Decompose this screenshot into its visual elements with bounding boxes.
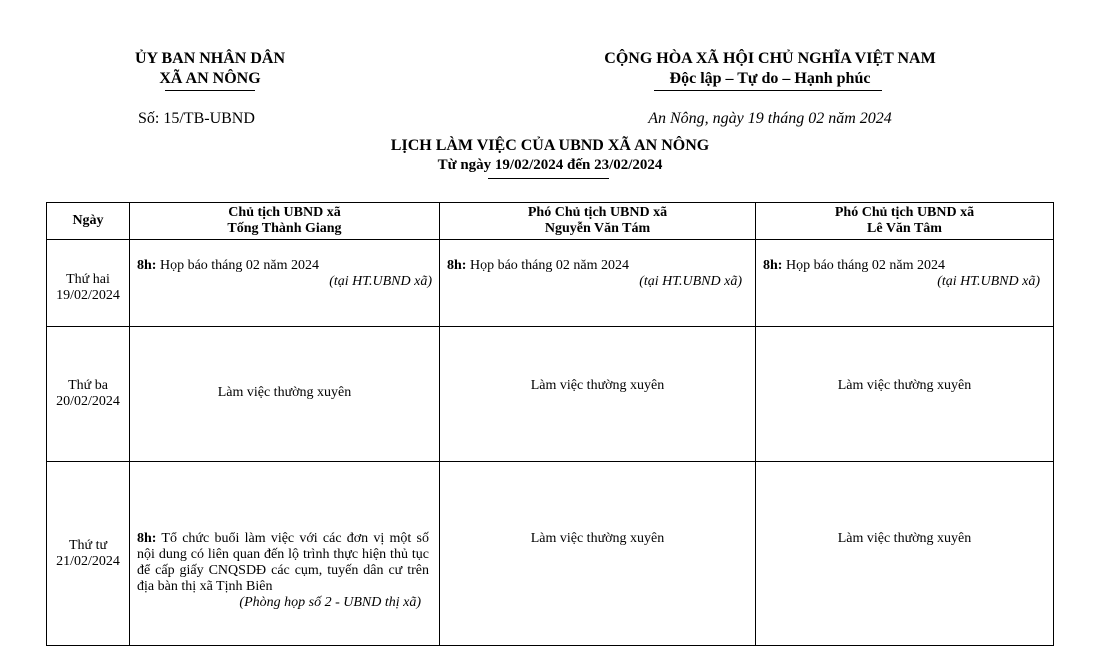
motto-underline: [654, 90, 882, 91]
event-text: Tổ chức buổi làm việc với các đơn vị một số nội dung có liên quan đến lộ trình thực hiện thủ tục để cấp giấy CNQSDĐ các cụm, tuyến dân cư trên địa bàn thị xã Tịnh Biên: [137, 531, 429, 594]
schedule-cell: [130, 240, 440, 327]
event-text: Làm việc thường xuyên: [837, 378, 972, 393]
schedule-cell: [440, 462, 756, 646]
day-date: 20/02/2024: [56, 394, 120, 409]
event-text: Làm việc thường xuyên: [530, 531, 665, 546]
event-item: [137, 258, 432, 290]
agency-name-line2: XÃ AN NÔNG: [159, 70, 261, 87]
schedule-cell: [440, 240, 756, 327]
day-date: 19/02/2024: [56, 288, 120, 303]
header-vice1-role: Phó Chủ tịch UBND xã: [527, 205, 668, 220]
event-time: 8h:: [447, 258, 467, 273]
header-chairman: [130, 203, 440, 240]
schedule-cell: [756, 240, 1054, 327]
event-text: Họp báo tháng 02 năm 2024: [466, 258, 629, 273]
event-item: [447, 258, 748, 290]
event-location: (tại HT.UBND xã): [639, 274, 742, 289]
schedule-cell: [130, 327, 440, 462]
doc-date-range: Từ ngày 19/02/2024 đến 23/02/2024: [437, 157, 663, 173]
doc-title: LỊCH LÀM VIỆC CỦA UBND XÃ AN NÔNG: [390, 137, 710, 154]
schedule-cell: [756, 462, 1054, 646]
event-location: (Phòng họp số 2 - UBND thị xã): [239, 595, 421, 610]
day-date: 21/02/2024: [56, 553, 120, 569]
header-vice2-role: Phó Chủ tịch UBND xã: [834, 205, 975, 220]
schedule-cell: [756, 327, 1054, 462]
header-vice2-name: Lê Văn Tâm: [867, 221, 942, 236]
header-vice-chairman-1: [440, 203, 756, 240]
schedule-table: [46, 202, 1054, 646]
table-row: [47, 240, 1054, 327]
header-chairman-name: Tống Thành Giang: [227, 221, 342, 236]
nation-name: CỘNG HÒA XÃ HỘI CHỦ NGHĨA VIỆT NAM: [604, 50, 936, 67]
table-row: [47, 462, 1054, 646]
event-text: Làm việc thường xuyên: [217, 385, 352, 400]
event-item: [763, 258, 1046, 290]
header-vice-chairman-2: [756, 203, 1054, 240]
schedule-cell: [440, 327, 756, 462]
national-motto: Độc lập – Tự do – Hạnh phúc: [669, 70, 871, 87]
place-date: An Nông, ngày 19 tháng 02 năm 2024: [648, 110, 892, 127]
event-text: Họp báo tháng 02 năm 2024: [156, 258, 319, 273]
event-time: 8h:: [137, 258, 157, 273]
doc-number: Số: 15/TB-UBND: [138, 110, 255, 127]
agency-underline: [165, 90, 255, 91]
event-time: 8h:: [137, 531, 157, 546]
day-cell: [47, 240, 130, 327]
event-text: Họp báo tháng 02 năm 2024: [782, 258, 945, 273]
event-text: Làm việc thường xuyên: [837, 531, 972, 546]
day-cell: [47, 327, 130, 462]
day-name: Thứ tư: [68, 537, 108, 553]
day-name: Thứ ba: [68, 378, 108, 393]
event-text: Làm việc thường xuyên: [530, 378, 665, 393]
table-row: [47, 327, 1054, 462]
day-cell: [47, 462, 130, 646]
header-day: Ngày: [47, 203, 130, 240]
schedule-cell: [130, 462, 440, 646]
header-vice1-name: Nguyễn Văn Tám: [544, 221, 651, 236]
event-location: (tại HT.UBND xã): [329, 274, 432, 289]
header-row: [47, 203, 1054, 240]
event-time: 8h:: [763, 258, 783, 273]
title-underline: [488, 178, 609, 179]
event-location: (tại HT.UBND xã): [937, 274, 1040, 289]
event-item: [137, 531, 429, 611]
day-name: Thứ hai: [66, 272, 110, 287]
agency-name-line1: ỦY BAN NHÂN DÂN: [134, 50, 286, 67]
header-chairman-role: Chủ tịch UBND xã: [228, 205, 341, 220]
